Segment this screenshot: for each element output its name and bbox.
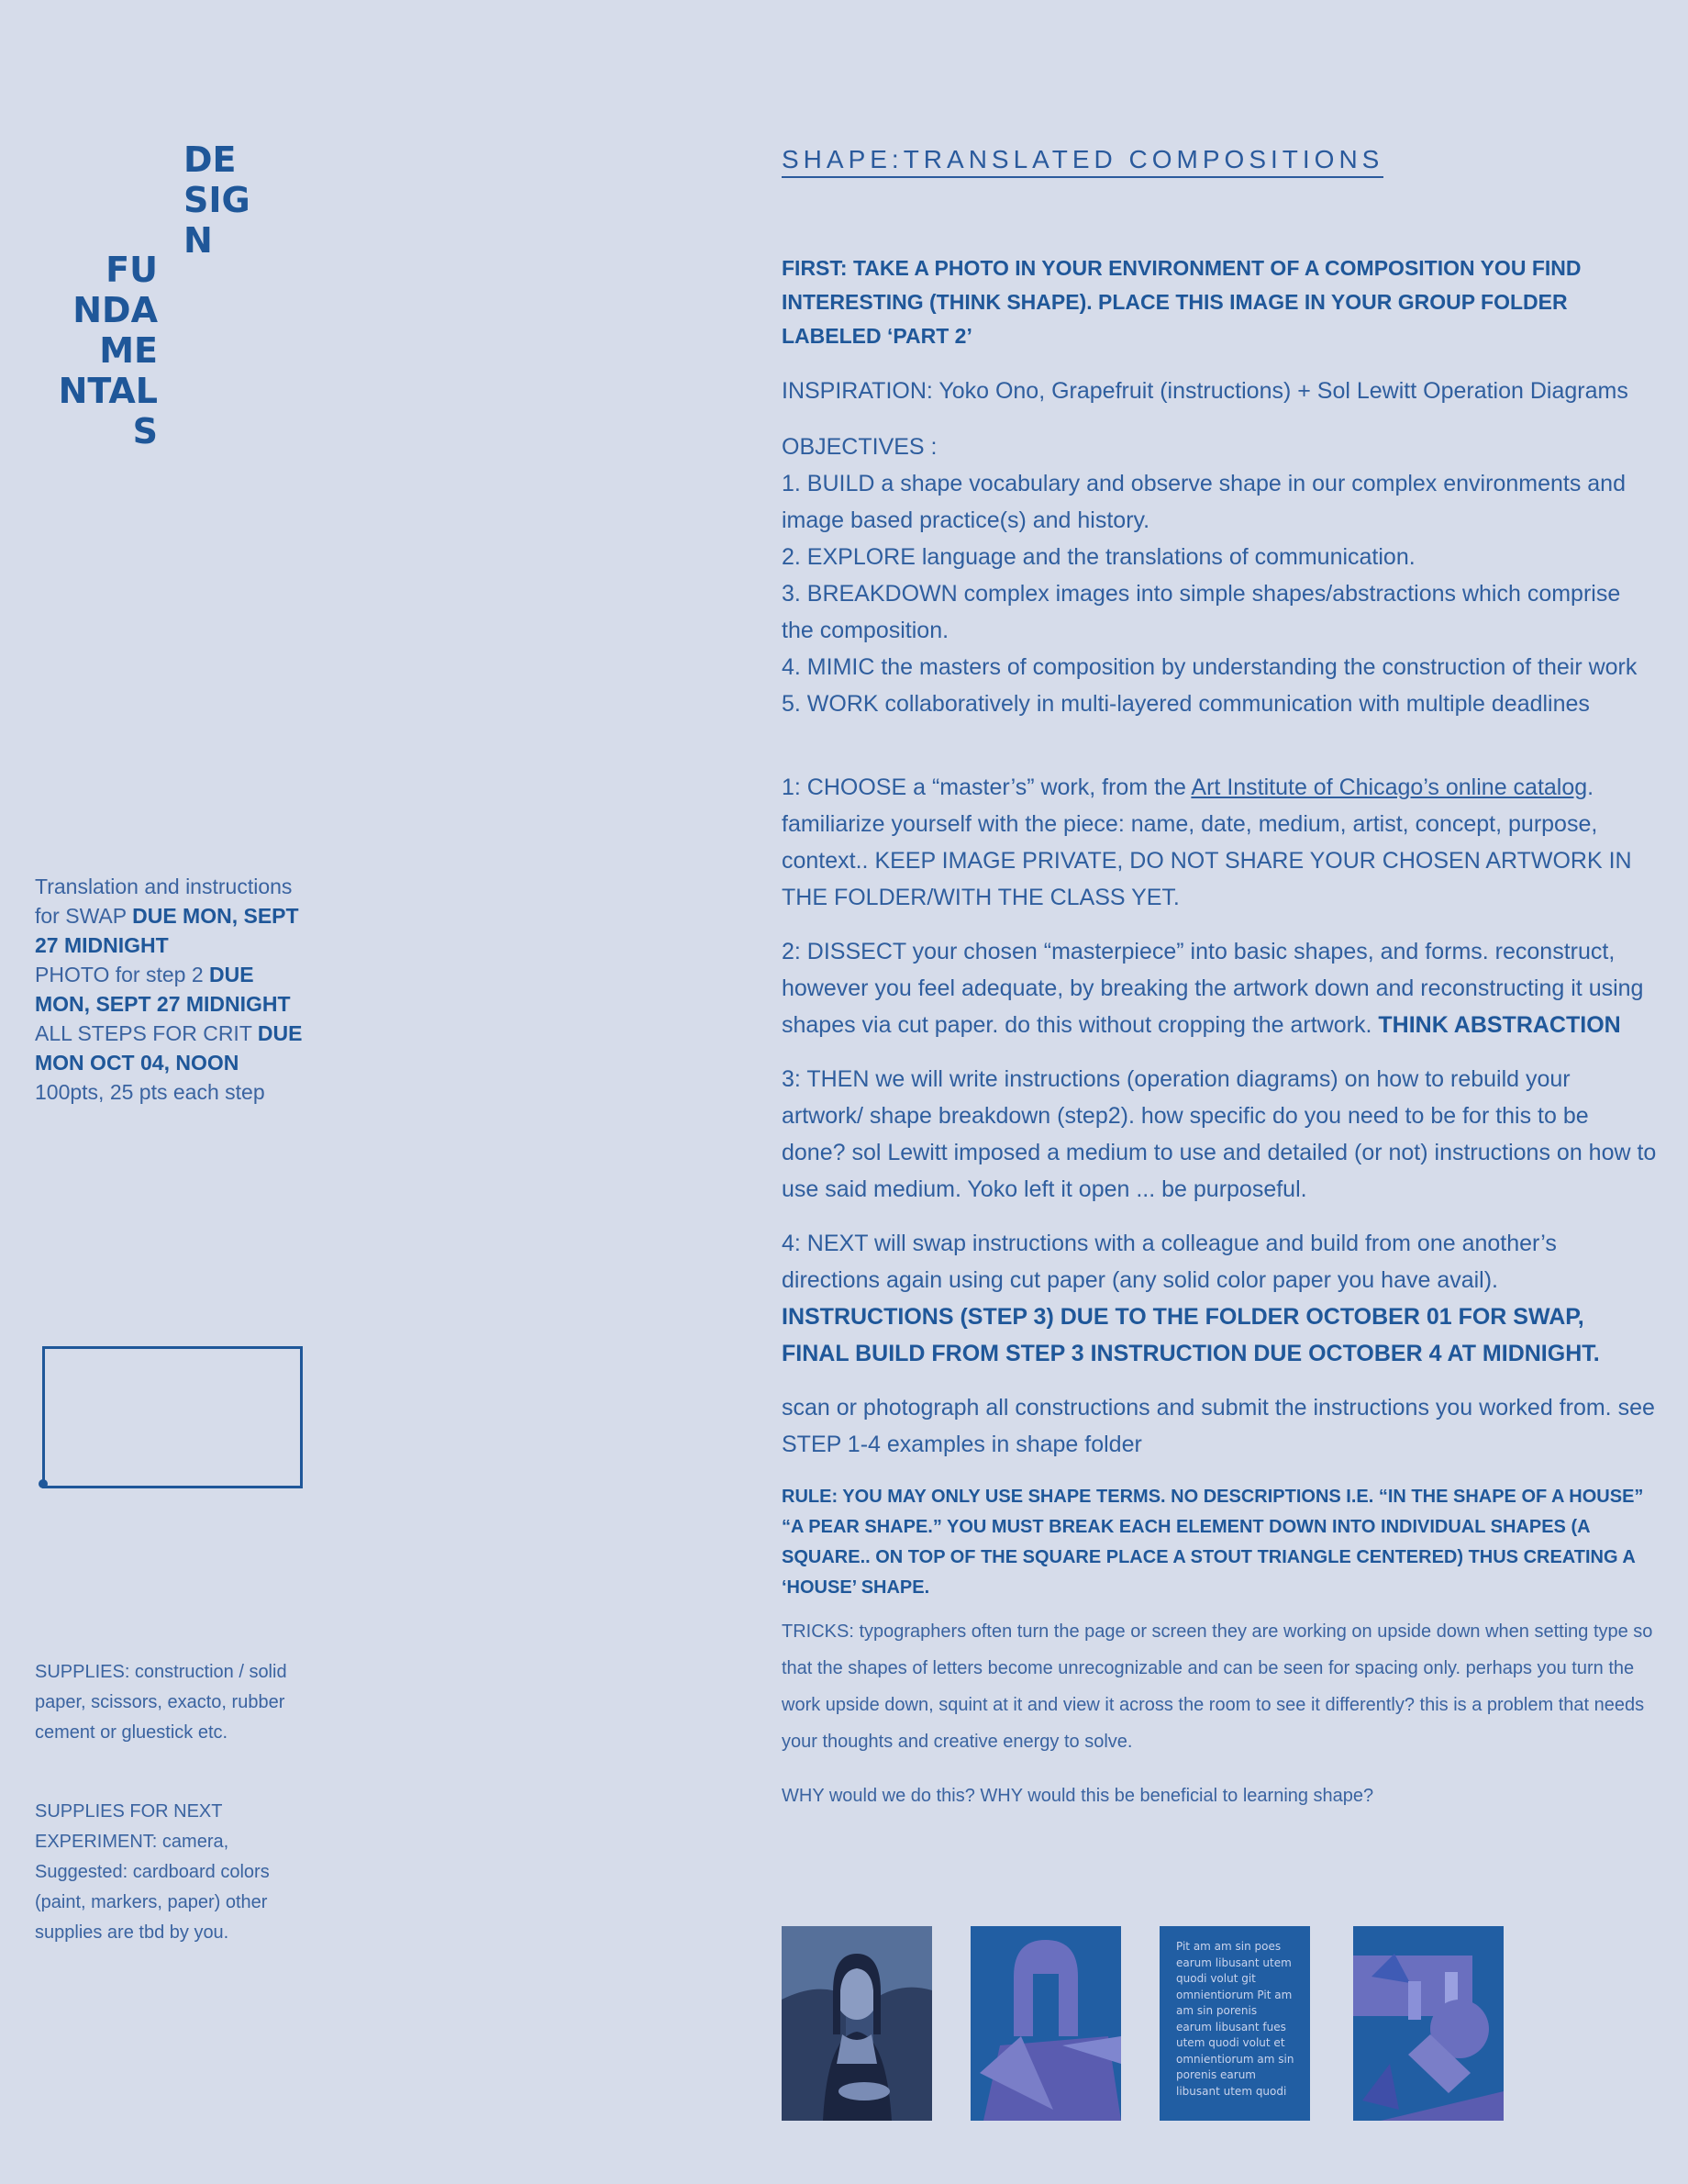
steps: [782, 769, 1657, 1480]
deadline-crit: [35, 1019, 310, 1077]
shape-composition: [971, 1926, 1121, 2121]
aic-catalog-link[interactable]: Art Institute of Chicago’s online catalog: [1191, 774, 1588, 800]
logo-line: N: [183, 220, 213, 261]
logo-line: ME: [99, 330, 158, 371]
deadline-text: Translation and instructions for SWAP: [35, 875, 293, 928]
supplies-next: SUPPLIES FOR NEXT EXPERIMENT: camera, Suggested: cardboard colors (paint, markers, paper) other supplies are tbd by you.: [35, 1801, 270, 1943]
logo-line: FU: [106, 250, 158, 290]
step-1-text: 1: CHOOSE a “master’s” work, from the: [782, 774, 1192, 800]
logo-fundamentals: [59, 250, 158, 451]
points: 100pts, 25 pts each step: [35, 1080, 265, 1104]
tricks: TRICKS: typographers often turn the page or screen they are working on upside down when setting type so that the shapes of letters become unrecognizable and can be seen for spacing only. perhaps you turn the work upside down, squint at it and view it across the room to see it differently? this is a problem that needs your thoughts and creative energy to solve.: [782, 1621, 1653, 1752]
step-2-text: 2: DISSECT your chosen “masterpiece” into basic shapes, and forms. reconstruct, however you feel adequate, by breaking the artwork down and reconstructing it using shapes via cut paper. do this without cropping the artwork.: [782, 939, 1644, 1038]
mona-lisa-thumbnail[interactable]: [782, 1926, 932, 2121]
step-1: [782, 769, 1657, 916]
logo-line: S: [132, 411, 158, 451]
why-question: WHY would we do this? WHY would this be beneficial to learning shape?: [782, 1786, 1374, 1806]
first-instruction: FIRST: TAKE A PHOTO IN YOUR ENVIRONMENT OF A COMPOSITION YOU FIND INTERESTING (THINK SHAPE). PLACE THIS IMAGE IN YOUR GROUP FOLDER LABELED ‘PART 2’: [782, 256, 1582, 348]
step-3: 3: THEN we will write instructions (operation diagrams) on how to rebuild your artwork/ shape breakdown (step2). how specific do you need to be for this to be done? sol Lewitt imposed a medium to use and detailed (or not) instructions on how to use said medium. Yoko left it open ... be purposeful.: [782, 1066, 1657, 1202]
step-2: [782, 933, 1657, 1043]
page-title: SHAPE:TRANSLATED COMPOSITIONS: [782, 145, 1383, 178]
rule: RULE: YOU MAY ONLY USE SHAPE TERMS. NO DESCRIPTIONS I.E. “IN THE SHAPE OF A HOUSE” “A PEAR SHAPE.” YOU MUST BREAK EACH ELEMENT DOWN INTO INDIVIDUAL SHAPES (A SQUARE.. ON TOP OF THE SQUARE PLACE A STOUT TRIANGLE CENTERED) THUS CREATING A ‘HOUSE’ SHAPE.: [782, 1487, 1644, 1598]
step-1-text-cont: . familiarize yourself with the piece: name, date, medium, artist, concept, purpose, context.. KEEP IMAGE PRIVATE, DO NOT SHARE YOUR CHOSEN ARTWORK IN THE FOLDER/WITH THE CLASS YET.: [782, 774, 1632, 910]
deadline-photo: [35, 960, 310, 1019]
step-4: [782, 1225, 1657, 1372]
shape-composition: [1353, 1926, 1504, 2121]
shape-breakdown-thumbnail[interactable]: [971, 1926, 1121, 2121]
supplies: SUPPLIES: construction / solid paper, scissors, exacto, rubber cement or gluestick etc.: [35, 1662, 287, 1743]
step-2-emphasis: THINK ABSTRACTION: [1378, 1012, 1621, 1038]
instruction-text: Pit am am sin poes earum libusant utem quodi volut git omnientiorum Pit am am sin porenis earum libusant fues utem quodi volut et omnientiorum am sin porenis earum libusant utem quodi: [1176, 1940, 1294, 2098]
deadline-date: DUE MON, SEPT 27 MIDNIGHT: [35, 904, 299, 957]
deadline-text: PHOTO for step 2: [35, 963, 210, 986]
step-4-emphasis: INSTRUCTIONS (STEP 3) DUE TO THE FOLDER OCTOBER 01 FOR SWAP, FINAL BUILD FROM STEP 3 INSTRUCTION DUE OCTOBER 4 AT MIDNIGHT.: [782, 1304, 1600, 1366]
logo-line: DE: [183, 139, 237, 180]
logo-line: NDA: [72, 290, 158, 330]
objectives-heading: OBJECTIVES :: [782, 434, 938, 460]
deadline-swap: [35, 872, 310, 960]
portrait-image: [782, 1926, 932, 2121]
logo-line: SIG: [183, 180, 250, 220]
objective-item: 1. BUILD a shape vocabulary and observe shape in our complex environments and image based practice(s) and history.: [782, 471, 1626, 533]
objective-item: 4. MIMIC the masters of composition by understanding the construction of their work: [782, 654, 1638, 680]
logo-design: [183, 139, 250, 261]
objective-item: 3. BREAKDOWN complex images into simple shapes/abstractions which comprise the composition.: [782, 581, 1621, 643]
rebuild-thumbnail[interactable]: [1353, 1926, 1504, 2121]
instructions-thumbnail[interactable]: [1160, 1926, 1310, 2121]
objective-item: 5. WORK collaboratively in multi-layered communication with multiple deadlines: [782, 691, 1590, 717]
inspiration: INSPIRATION: Yoko Ono, Grapefruit (instructions) + Sol Lewitt Operation Diagrams: [782, 378, 1628, 404]
deadline-date: DUE MON OCT 04, NOON: [35, 1021, 303, 1075]
deadlines: [35, 872, 310, 1107]
deadline-text: ALL STEPS FOR CRIT: [35, 1021, 258, 1045]
photo-frame: [42, 1346, 303, 1488]
objectives: [782, 429, 1657, 722]
step-4-text: 4: NEXT will swap instructions with a colleague and build from one another’s directions again using cut paper (any solid color paper you have avail).: [782, 1231, 1557, 1293]
objective-item: 2. EXPLORE language and the translations of communication.: [782, 544, 1416, 570]
frame-dot: [39, 1479, 48, 1488]
scan-instructions: scan or photograph all constructions and submit the instructions you worked from. see STEP 1-4 examples in shape folder: [782, 1395, 1655, 1457]
deadline-date: DUE MON, SEPT 27 MIDNIGHT: [35, 963, 291, 1016]
logo-line: NTAL: [58, 371, 158, 411]
